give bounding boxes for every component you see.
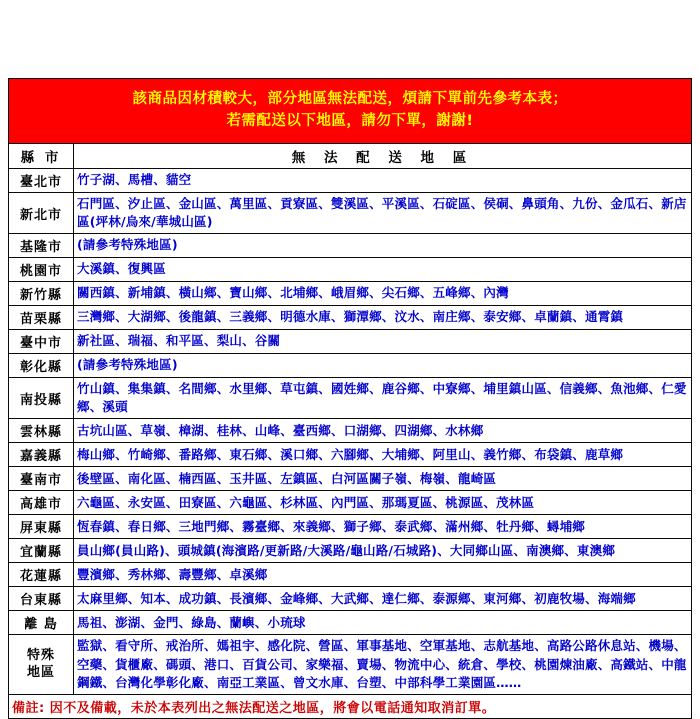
- table-row: [9, 563, 692, 587]
- table-row: [9, 611, 692, 635]
- row-region: 南投縣: [9, 378, 74, 419]
- table-row: [9, 467, 692, 491]
- table-row-special: [9, 635, 692, 694]
- row-region-special: [9, 635, 74, 694]
- row-region: 桃園市: [9, 258, 74, 282]
- table-row: [9, 378, 692, 419]
- table-row: [9, 515, 692, 539]
- row-region: 臺北市: [9, 168, 74, 192]
- row-areas: 竹山鎮、集集鎮、名間鄉、水里鄉、草屯鎮、國姓鄉、鹿谷鄉、中寮鄉、埔里鎮山區、信義鄉、魚池鄉、仁愛鄉、溪頭: [74, 378, 692, 419]
- row-region: 臺南市: [9, 467, 74, 491]
- table-row: [9, 587, 692, 611]
- footer-note: 備註: 因不及備載，未於本表列出之無法配送之地區，將會以電話通知取消訂單。: [9, 694, 692, 718]
- restriction-table: [8, 143, 692, 719]
- row-areas: 大溪鎮、復興區: [74, 258, 692, 282]
- special-region-line1: 特殊: [26, 647, 55, 663]
- table-row: [9, 354, 692, 378]
- table-row: [9, 306, 692, 330]
- header-areas: 無 法 配 送 地 區: [74, 143, 692, 168]
- special-region-line2: 地區: [26, 664, 55, 680]
- notice-line-2: 若需配送以下地區，請勿下單，謝謝!: [226, 113, 474, 130]
- row-areas: 新社區、瑞福、和平區、梨山、谷關: [74, 330, 692, 354]
- row-region: 臺中市: [9, 330, 74, 354]
- header-region: 縣 市: [9, 143, 74, 168]
- row-region: 苗栗縣: [9, 306, 74, 330]
- row-region: 基隆市: [9, 234, 74, 258]
- row-region: 花蓮縣: [9, 563, 74, 587]
- row-region: 雲林縣: [9, 419, 74, 443]
- table-row: [9, 258, 692, 282]
- table-row: [9, 192, 692, 233]
- table-row: [9, 168, 692, 192]
- row-areas: 豐濱鄉、秀林鄉、壽豐鄉、卓溪鄉: [74, 563, 692, 587]
- row-areas-special: 監獄、看守所、戒治所、媽祖宇、感化院、營區、軍事基地、空軍基地、志航基地、高路公路休息站、機場、空藥、貨櫃廠、碼頭、港口、百貨公司、家樂福、賣場、物流中心、統倉、學校、桃園煉油廠、高鐵站、中龍鋼鐵、台灣化學彰化廠、南亞工業區、曾文水庫、台塑、中部科學工業園區……: [74, 635, 692, 694]
- row-region: 嘉義縣: [9, 443, 74, 467]
- table-row: [9, 234, 692, 258]
- table-row: [9, 443, 692, 467]
- table-row: [9, 330, 692, 354]
- row-areas: (請參考特殊地區): [74, 354, 692, 378]
- table-row: [9, 282, 692, 306]
- row-areas: 太麻里鄉、知本、成功鎮、長濱鄉、金峰鄉、大武鄉、達仁鄉、泰源鄉、東河鄉、初鹿牧場、海端鄉: [74, 587, 692, 611]
- footer-note-row: [9, 694, 692, 718]
- row-region: 離 島: [9, 611, 74, 635]
- row-areas: 六龜區、永安區、田寮區、六龜區、杉林區、內門區、那瑪夏區、桃源區、茂林區: [74, 491, 692, 515]
- row-region: 彰化縣: [9, 354, 74, 378]
- row-areas: 恆春鎮、春日鄉、三地門鄉、霧臺鄉、來義鄉、獅子鄉、泰武鄉、滿州鄉、牡丹鄉、蟳埔鄉: [74, 515, 692, 539]
- row-region: 屏東縣: [9, 515, 74, 539]
- row-areas: 竹子湖、馬槽、貓空: [74, 168, 692, 192]
- row-areas: 三灣鄉、大湖鄉、後龍鎮、三義鄉、明德水庫、獅潭鄉、汶水、南庄鄉、泰安鄉、卓蘭鎮、通霄鎮: [74, 306, 692, 330]
- row-areas: 員山鄉(員山路)、頭城鎮(海濱路/更新路/大溪路/龜山路/石城路)、大同鄉山區、南澳鄉、東澳鄉: [74, 539, 692, 563]
- row-region: 宜蘭縣: [9, 539, 74, 563]
- row-region: 台東縣: [9, 587, 74, 611]
- row-areas: 馬祖、澎湖、金門、綠島、蘭嶼、小琉球: [74, 611, 692, 635]
- notice-line-1: 該商品因材積較大，部分地區無法配送，煩請下單前先參考本表；: [132, 91, 568, 107]
- row-region: 新北市: [9, 192, 74, 233]
- row-areas: 關西鎮、新埔鎮、橫山鄉、寶山鄉、北埔鄉、峨眉鄉、尖石鄉、五峰鄉、內灣: [74, 282, 692, 306]
- row-areas: 後壁區、南化區、楠西區、玉井區、左鎮區、白河區關子嶺、梅嶺、龍崎區: [74, 467, 692, 491]
- shipping-restriction-sheet: [8, 78, 692, 719]
- table-header-row: [9, 143, 692, 168]
- table-row: [9, 539, 692, 563]
- table-row: [9, 419, 692, 443]
- row-areas: 古坑山區、草嶺、樟湖、桂林、山峰、臺西鄉、口湖鄉、四湖鄉、水林鄉: [74, 419, 692, 443]
- row-areas: 梅山鄉、竹崎鄉、番路鄉、東石鄉、溪口鄉、六腳鄉、大埔鄉、阿里山、義竹鄉、布袋鎮、鹿草鄉: [74, 443, 692, 467]
- notice-banner: [8, 78, 692, 143]
- table-row: [9, 491, 692, 515]
- row-areas: 石門區、汐止區、金山區、萬里區、貢寮區、雙溪區、平溪區、石碇區、侯硐、鼻頭角、九份、金瓜石、新店區(坪林/烏來/華城山區): [74, 192, 692, 233]
- row-areas: (請參考特殊地區): [74, 234, 692, 258]
- row-region: 新竹縣: [9, 282, 74, 306]
- row-region: 高雄市: [9, 491, 74, 515]
